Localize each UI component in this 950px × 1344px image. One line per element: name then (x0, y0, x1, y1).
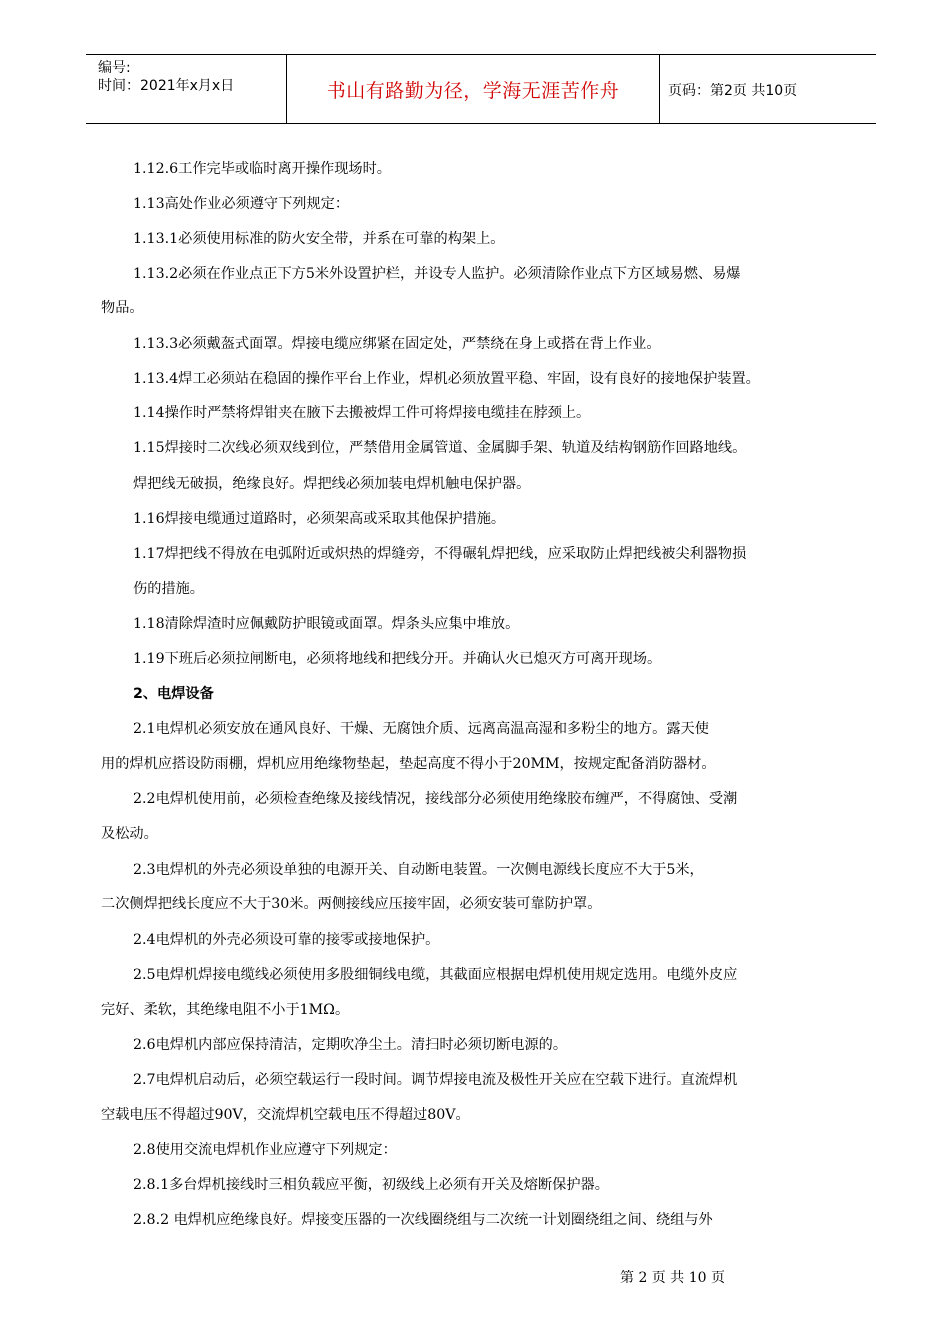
paragraph-line: 2.1电焊机必须安放在通风良好、干燥、无腐蚀介质、远离高温高湿和多粉尘的地方。露天使 (133, 721, 709, 737)
paragraph-line: 2.8.1多台焊机接线时三相负载应平衡，初级线上必须有开关及熔断保护器。 (133, 1177, 609, 1193)
paragraph-line: 2.3电焊机的外壳必须设单独的电源开关、自动断电装置。一次侧电源线长度应不大于5米， (133, 862, 704, 878)
paragraph-line: 伤的措施。 (133, 581, 204, 597)
paragraph-line: 焊把线无破损，绝缘良好。焊把线必须加装电焊机触电保护器。 (133, 476, 531, 492)
paragraph-line: 1.19下班后必须拉闸断电，必须将地线和把线分开。并确认火已熄灭方可离开现场。 (133, 651, 662, 667)
paragraph-line: 1.16焊接电缆通过道路时，必须架高或采取其他保护措施。 (133, 511, 506, 527)
section-heading: 2、电焊设备 (133, 686, 214, 702)
header-right-cell (660, 55, 876, 123)
paragraph-line: 1.15焊接时二次线必须双线到位，严禁借用金属管道、金属脚手架、轨道及结构钢筋作回路地线。 (133, 440, 747, 456)
paragraph-line: 物品。 (101, 300, 144, 316)
paragraph-line: 二次侧焊把线长度应不大于30米。两侧接线应压接牢固，必须安装可靠防护罩。 (101, 896, 602, 912)
header-center-cell (287, 55, 660, 123)
paragraph-line: 完好、柔软，其绝缘电阻不小于1MΩ。 (101, 1002, 350, 1018)
paragraph-line: 2.5电焊机焊接电缆线必须使用多股细铜线电缆，其截面应根据电焊机使用规定选用。电缆外皮应 (133, 967, 738, 983)
paragraph-line: 1.13高处作业必须遵守下列规定： (133, 196, 350, 212)
page-header (86, 54, 876, 124)
paragraph-line: 1.17焊把线不得放在电弧附近或炽热的焊缝旁，不得碾轧焊把线，应采取防止焊把线被尖利器物损 (133, 546, 747, 562)
paragraph-line: 1.12.6工作完毕或临时离开操作现场时。 (133, 161, 391, 177)
paragraph-line: 2.4电焊机的外壳必须设可靠的接零或接地保护。 (133, 932, 440, 948)
page-footer: 第 2 页 共 10 页 (620, 1270, 725, 1286)
paragraph-line: 1.13.2必须在作业点正下方5米外设置护栏，并设专人监护。必须清除作业点下方区域易燃、易爆 (133, 266, 741, 282)
document-number-label: 编号: (98, 60, 131, 76)
paragraph-line: 2.7电焊机启动后，必须空载运行一段时间。调节焊接电流及极性开关应在空载下进行。直流焊机 (133, 1072, 738, 1088)
header-motto: 书山有路勤为径，学海无涯苦作舟 (326, 80, 620, 102)
header-left-cell (86, 55, 287, 123)
paragraph-line: 2.2电焊机使用前，必须检查绝缘及接线情况，接线部分必须使用绝缘胶布缠严，不得腐蚀、受潮 (133, 791, 738, 807)
header-page-label: 页码：第2页 共10页 (668, 83, 798, 99)
paragraph-line: 1.13.1必须使用标准的防火安全带，并系在可靠的构架上。 (133, 231, 505, 247)
paragraph-line: 及松动。 (101, 826, 158, 842)
paragraph-line: 2.6电焊机内部应保持清洁，定期吹净尘土。清扫时必须切断电源的。 (133, 1037, 568, 1053)
document-time-label: 时间：2021年x月x日 (98, 78, 235, 94)
paragraph-line: 1.13.4焊工必须站在稳固的操作平台上作业，焊机必须放置平稳、牢固，设有良好的接地保护装置。 (133, 371, 760, 387)
paragraph-line: 用的焊机应搭设防雨棚，焊机应用绝缘物垫起，垫起高度不得小于20MM，按规定配备消防器材。 (101, 756, 716, 772)
paragraph-line: 空载电压不得超过90V，交流焊机空载电压不得超过80V。 (101, 1107, 470, 1123)
paragraph-line: 1.18清除焊渣时应佩戴防护眼镜或面罩。焊条头应集中堆放。 (133, 616, 520, 632)
paragraph-line: 1.13.3必须戴盔式面罩。焊接电缆应绑紧在固定处，严禁绕在身上或搭在背上作业。 (133, 336, 661, 352)
paragraph-line: 2.8.2 电焊机应绝缘良好。焊接变压器的一次线圈绕组与二次统一计划圈绕组之间、绕组与外 (133, 1212, 713, 1228)
paragraph-line: 1.14操作时严禁将焊钳夹在腋下去搬被焊工件可将焊接电缆挂在脖颈上。 (133, 405, 591, 421)
paragraph-line: 2.8使用交流电焊机作业应遵守下列规定： (133, 1142, 397, 1158)
